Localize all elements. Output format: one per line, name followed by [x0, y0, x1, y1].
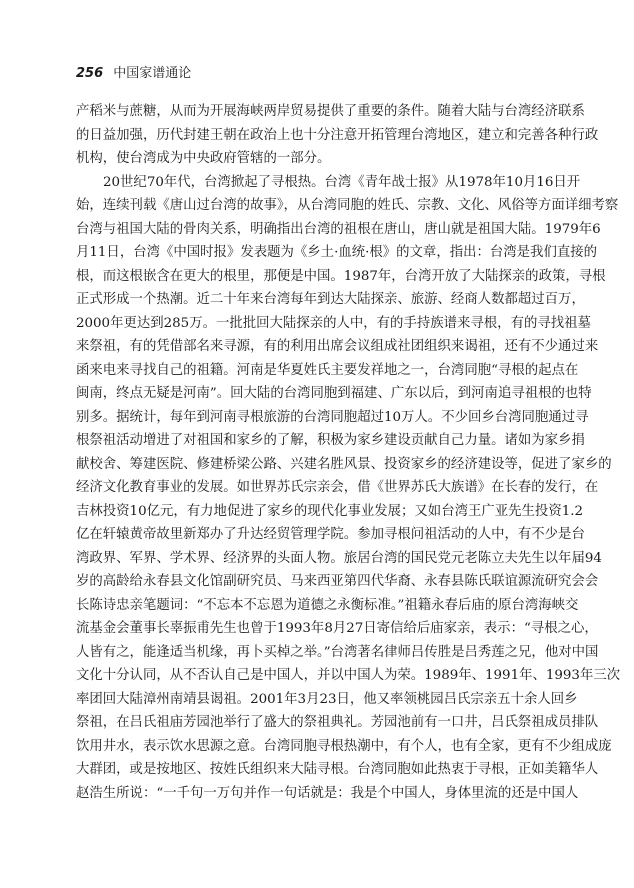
- text-line: 正式形成一个热潮。近二十年来台湾每年到达大陆探亲、旅游、经商人数都超过百万，: [76, 292, 585, 307]
- text-line: 湾政界、军界、学术界、经济界的头面人物。旅居台湾的国民党元老陈立夫先生以年届94: [76, 550, 602, 566]
- running-header: [76, 66, 191, 82]
- text-line: 来祭祖，有的凭借部名来寻源，有的利用出席会议组成社团组织来谒祖，还有不少通过来: [76, 339, 599, 354]
- text-line: 岁的高龄给永春县文化馆副研究员、马来西亚第四代华裔、永春县陈氏联谊源流研究会会: [76, 574, 599, 589]
- text-line: 流基金会董事长辜振甫先生也曾于1993年8月27日寄信给后庙家亲，表示：“寻根之心，: [76, 621, 598, 636]
- book-title: 中国家谱通论: [113, 66, 192, 81]
- text-line: 台湾与祖国大陆的骨肉关系，明确指出台湾的祖根在唐山，唐山就是祖国大陆。1979年6: [76, 221, 601, 237]
- text-line: 经济文化教育事业的发展。如世界苏氏宗亲会，借《世界苏氏大族谱》在长春的发行，在: [76, 480, 599, 495]
- text-line: 饮用井水，表示饮水思源之意。台湾同胞寻根热潮中，有个人，也有全家，更有不少组成庞: [76, 738, 612, 754]
- text-line: 根，而这根嵌含在更大的根里，那便是中国。1987年，台湾开放了大陆探亲的政策，寻根: [76, 268, 606, 284]
- text-line: 赵浩生所说：“一千句一万句并作一句话就是：我是个中国人，身体里流的还是中国人: [76, 785, 579, 801]
- text-line: 吉林投资10亿元，有力地促进了家乡的现代化事业发展；又如台湾王广亚先生投资1.2: [76, 503, 584, 519]
- text-line: 2000年更达到285万。一批批回大陆探亲的人中，有的手持族谱来寻根，有的寻找祖墓: [76, 315, 591, 331]
- text-line: 献校舍、筹建医院、修建桥梁公路、兴建名胜风景、投资家乡的经济建设等，促进了家乡的: [76, 456, 612, 472]
- text-line: 祭祖，在吕氏祖庙芳园池举行了盛大的祭祖典礼。芳园池前有一口井，吕氏祭祖成员排队: [76, 715, 599, 730]
- page-number: 256: [76, 66, 104, 81]
- text-line: 产稻米与蔗糖，从而为开展海峡两岸贸易提供了重要的条件。随着大陆与台湾经济联系: [76, 104, 585, 119]
- text-line: 亿在轩辕黄帝故里新郑办了升达经贸管理学院。参加寻根问祖活动的人中，有不少是台: [76, 527, 585, 542]
- text-line: 函来电来寻找自己的祖籍。河南是华夏姓氏主要发祥地之一，台湾同胞“寻根的起点在: [76, 362, 579, 378]
- text-line: 的日益加强，历代封建王朝在政治上也十分注意开拓管理台湾地区，建立和完善各种行政: [76, 127, 599, 143]
- text-line: 长陈诗忠亲笔题词：“不忘本不忘恩为道德之永衡标准。”祖籍永春后庙的原台湾海峡交: [76, 597, 579, 613]
- text-line: 人皆有之，能逢适当机缘，再卜买棹之举。”台湾著名律师吕传胜是吕秀莲之兄，他对中国: [76, 644, 599, 660]
- text-line: 始，连续刊载《唐山过台湾的故事》，从台湾同胞的姓氏、宗教、文化、风俗等方面详细考察: [76, 198, 619, 213]
- text-line: 率团回大陆漳州南靖县谒祖。2001年3月23日，他又率领桃园吕氏宗亲五十余人回乡: [76, 691, 578, 707]
- text-line: 闽南，终点无疑是河南”。回大陆的台湾同胞到福建、广东以后，到河南追寻祖根的也特: [76, 386, 592, 401]
- text-line: 机构，使台湾成为中央政府管辖的一部分。: [76, 151, 331, 166]
- text-line: 文化十分认同，从不否认自己是中国人，并以中国人为荣。1989年、1991年、1993年三次: [76, 668, 621, 683]
- paragraph-first-line: 20世纪70年代，台湾掀起了寻根热。台湾《青年战士报》从1978年10月16日开: [103, 174, 581, 190]
- text-line: 别多。据统计，每年到河南寻根旅游的台湾同胞超过10万人。不少回乡台湾同胞通过寻: [76, 409, 589, 425]
- body-text: [76, 100, 621, 805]
- text-line: 大群团，或是按地区、按姓氏组织来大陆寻根。台湾同胞如此热衷于寻根，正如美籍华人: [76, 762, 599, 777]
- text-line: 根祭祖活动增进了对祖国和家乡的了解，积极为家乡建设贡献自己力量。诸如为家乡捐: [76, 433, 585, 448]
- text-line: 月11日，台湾《中国时报》发表题为《乡土·血统·根》的文章，指出：台湾是我们直接的: [76, 245, 598, 260]
